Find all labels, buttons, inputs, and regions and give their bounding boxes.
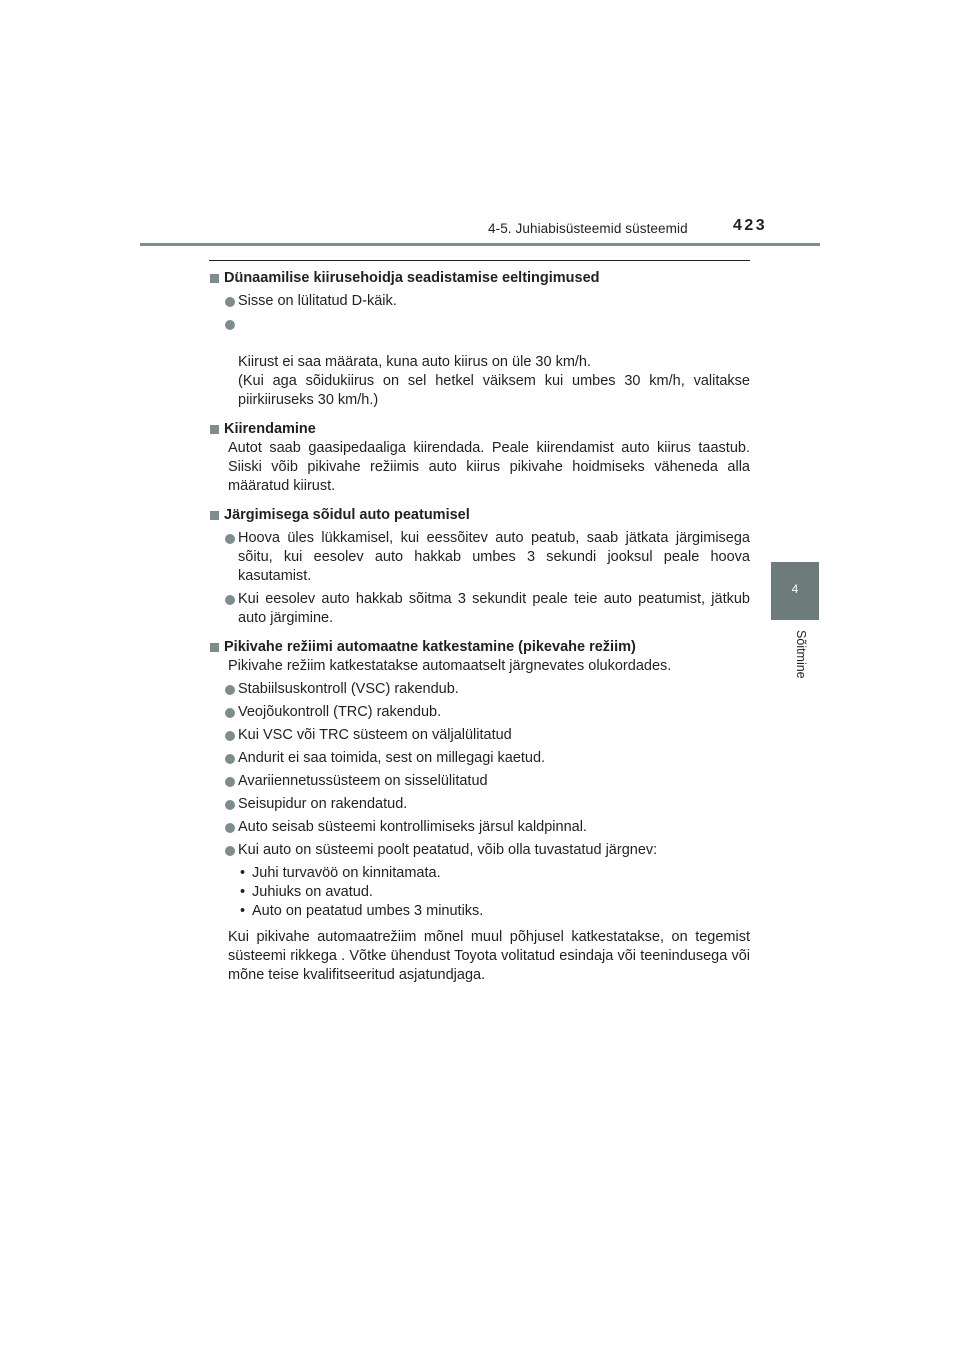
circle-bullet-icon: [225, 777, 235, 787]
section-heading: Järgimisega sõidul auto peatumisel: [210, 506, 750, 525]
list-item: Stabiilsuskontroll (VSC) rakendub.: [210, 680, 750, 699]
chapter-tab[interactable]: [771, 562, 819, 620]
circle-bullet-icon: [225, 846, 235, 856]
list-item: Seisupidur on rakendatud.: [210, 795, 750, 814]
circle-bullet-icon: [225, 595, 235, 605]
circle-bullet-icon: [225, 320, 235, 330]
main-content: [210, 266, 750, 985]
circle-bullet-icon: [225, 823, 235, 833]
section-heading: Pikivahe režiimi automaatne katkestamine (pikevahe režiim): [210, 638, 750, 657]
list-item: Kiirust ei saa määrata, kuna auto kiirus on üle 30 km/h. (Kui aga sõidukiirus on sel hetkel väiksem kui umbes 30 km/h, valitakse piirkiiruseks 30 km/h.): [210, 315, 750, 410]
header-rule: [140, 243, 820, 246]
content-top-rule: [209, 260, 750, 261]
circle-bullet-icon: [225, 297, 235, 307]
sub-list-item: • Juhiuks on avatud.: [240, 884, 373, 900]
list-item: Avariiennetussüsteem on sisselülitatud: [210, 772, 750, 791]
list-item: Veojõukontroll (TRC) rakendub.: [210, 703, 750, 722]
sub-list-item: • Auto on peatatud umbes 3 minutiks.: [240, 903, 484, 919]
sub-bullet-marker: •: [240, 865, 246, 881]
chapter-tab-label: Sõitmine: [794, 630, 808, 679]
list-item: Hoova üles lükkamisel, kui eessõitev auto peatub, saab jätkata järgimisega sõitu, kui eesolev auto hakkab umbes 3 sekundi jooksul peale hoova kasutamist.: [210, 529, 750, 586]
section-heading: Kiirendamine: [210, 420, 750, 439]
sub-bullet-marker: •: [240, 903, 246, 919]
closing-paragraph: Kui pikivahe automaatrežiim mõnel muul põhjusel katkestatakse, on tegemist süsteemi rikkega . Võtke ühendust Toyota volitatud esindaja või teenindusega või mõne teise kvalifitseeritud asjatundjaga.: [228, 929, 750, 983]
section-paragraph: Autot saab gaasipedaaliga kiirendada. Peale kiirendamist auto kiirus taastub. Siiski võib pikivahe režiimis auto kiirus pikivahe hoidmiseks väheneda alla määratud kiirust.: [228, 440, 750, 494]
list-item: Kui eesolev auto hakkab sõitma 3 sekundit peale teie auto peatumist, jätkub auto järgimine.: [210, 590, 750, 628]
page-number: 423: [733, 217, 768, 234]
square-bullet-icon: [210, 425, 219, 434]
list-item: Sisse on lülitatud D-käik.: [210, 292, 750, 311]
circle-bullet-icon: [225, 534, 235, 544]
list-item: Andurit ei saa toimida, sest on millegagi kaetud.: [210, 749, 750, 768]
chapter-tab-number: 4: [791, 582, 799, 596]
list-item: Kui VSC või TRC süsteem on väljalülitatud: [210, 726, 750, 745]
list-item: Auto seisab süsteemi kontrollimiseks järsul kaldpinnal.: [210, 818, 750, 837]
square-bullet-icon: [210, 643, 219, 652]
square-bullet-icon: [210, 274, 219, 283]
header-section-title: 4-5. Juhiabisüsteemid süsteemid: [488, 221, 688, 236]
circle-bullet-icon: [225, 754, 235, 764]
circle-bullet-icon: [225, 800, 235, 810]
square-bullet-icon: [210, 511, 219, 520]
list-item: Kui auto on süsteemi poolt peatatud, võib olla tuvastatud järgnev:: [210, 841, 750, 860]
section-heading: Dünaamilise kiirusehoidja seadistamise eeltingimused: [210, 269, 750, 288]
sub-list-item: • Juhi turvavöö on kinnitamata.: [240, 865, 441, 881]
section-paragraph: Pikivahe režiim katkestatakse automaatselt järgnevates olukordades.: [228, 658, 672, 674]
circle-bullet-icon: [225, 708, 235, 718]
circle-bullet-icon: [225, 685, 235, 695]
sub-bullet-marker: •: [240, 884, 246, 900]
circle-bullet-icon: [225, 731, 235, 741]
